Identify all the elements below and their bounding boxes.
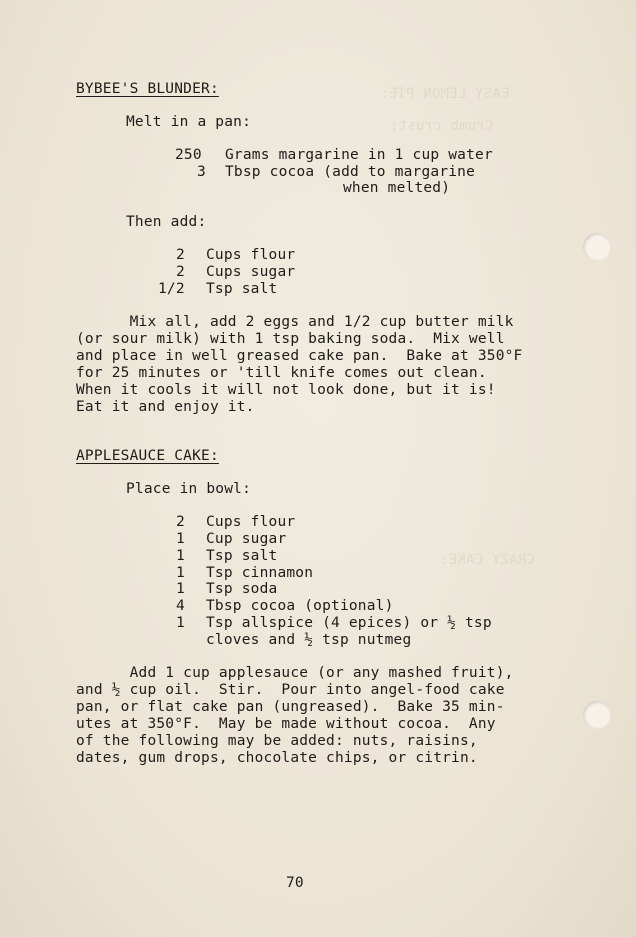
ingredient-qty: 1 [176, 581, 185, 597]
directions-line: (or sour milk) with 1 tsp baking soda. Mix well [76, 331, 505, 347]
directions-line: dates, gum drops, chocolate chips, or citrin. [76, 750, 478, 766]
directions-line: Mix all, add 2 eggs and 1/2 cup butter milk [76, 314, 514, 330]
recipe-step-intro: Then add: [126, 214, 207, 230]
ingredient-qty: 1 [176, 548, 185, 564]
directions-line: Add 1 cup applesauce (or any mashed fruit), [76, 665, 514, 681]
directions-line: pan, or flat cake pan (ungreased). Bake 35 min- [76, 699, 505, 715]
ingredient-qty: 1 [176, 615, 185, 631]
recipe-title: APPLESAUCE CAKE: [76, 448, 219, 464]
ingredient-item: Tsp soda [206, 581, 278, 597]
ingredient-item: Cups flour [206, 514, 296, 530]
directions-line: for 25 minutes or 'till knife comes out clean. [76, 365, 487, 381]
directions-line: of the following may be added: nuts, raisins, [76, 733, 478, 749]
directions-line: Eat it and enjoy it. [76, 399, 255, 415]
directions-line: utes at 350°F. May be made without cocoa. Any [76, 716, 496, 732]
ingredient-qty: 2 [176, 514, 185, 530]
binder-hole-top [583, 233, 611, 261]
ingredient-item: Grams margarine in 1 cup water [225, 147, 493, 163]
recipe-title: BYBEE'S BLUNDER: [76, 81, 219, 97]
bleed-through-text: EASY LEMON PIE: [380, 86, 510, 102]
recipe-step-intro: Place in bowl: [126, 481, 252, 497]
ingredient-qty: 2 [176, 247, 185, 263]
ingredient-item: Tbsp cocoa (optional) [206, 598, 394, 614]
ingredient-item: Tsp salt [206, 548, 278, 564]
directions-line: When it cools it will not look done, but it is! [76, 382, 496, 398]
recipe-step-intro: Melt in a pan: [126, 114, 252, 130]
binder-hole-bottom [583, 701, 611, 729]
bleed-through-text: CRAZY CAKE: [440, 552, 535, 568]
ingredient-item: Tsp allspice (4 epices) or ½ tsp [206, 615, 492, 631]
ingredient-qty: 250 [175, 147, 202, 163]
ingredient-item: Tsp salt [206, 281, 278, 297]
ingredient-qty: 3 [197, 164, 206, 180]
ingredient-item-continued: cloves and ½ tsp nutmeg [206, 632, 412, 648]
bleed-through-text: Crumb crust: [390, 118, 494, 134]
ingredient-item: Cups flour [206, 247, 296, 263]
ingredient-item-continued: when melted) [343, 180, 451, 196]
ingredient-item: Tbsp cocoa (add to margarine [225, 164, 476, 180]
ingredient-item: Cup sugar [206, 531, 287, 547]
directions-line: and place in well greased cake pan. Bake at 350°F [76, 348, 523, 364]
ingredient-qty: 4 [176, 598, 185, 614]
ingredient-qty: 1/2 [158, 281, 185, 297]
ingredient-qty: 1 [176, 531, 185, 547]
directions-line: and ½ cup oil. Stir. Pour into angel-food cake [76, 682, 505, 698]
ingredient-qty: 2 [176, 264, 185, 280]
ingredient-item: Tsp cinnamon [206, 565, 314, 581]
ingredient-item: Cups sugar [206, 264, 296, 280]
page-number: 70 [286, 875, 304, 891]
ingredient-qty: 1 [176, 565, 185, 581]
